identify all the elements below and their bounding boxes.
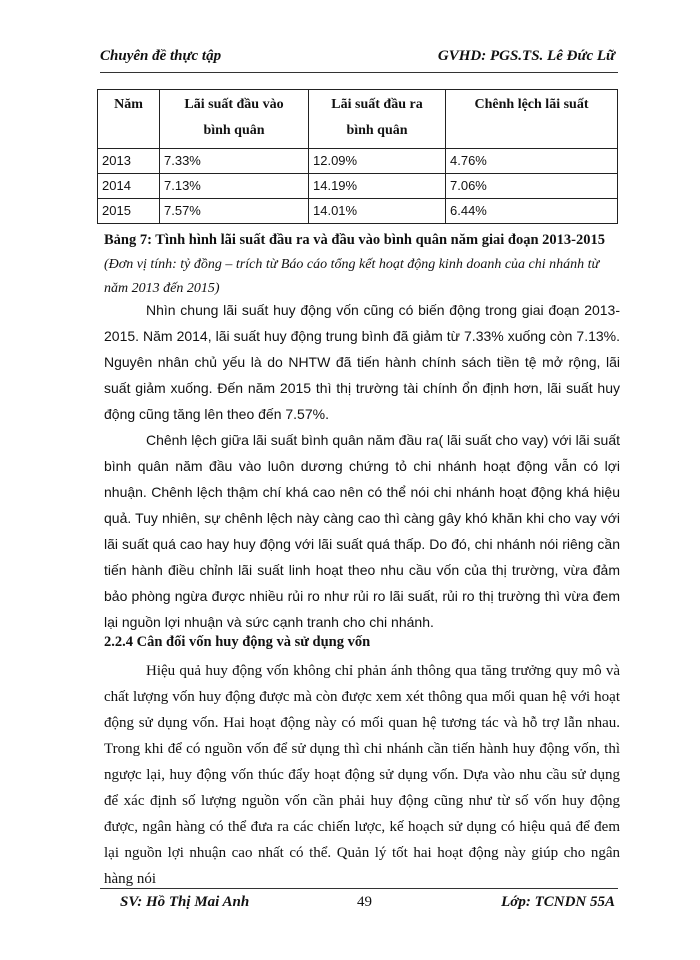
table-header-row [98,90,618,149]
col-header: Chênh lệch lãi suất [446,90,618,149]
cell: 7.33% [160,149,309,174]
table-caption: Bảng 7: Tình hình lãi suất đầu ra và đầu vào bình quân năm giai đoạn 2013-2015 [104,232,605,248]
cell: 2015 [98,199,160,224]
cell: 7.13% [160,174,309,199]
footer-student: SV: Hồ Thị Mai Anh [120,894,250,910]
header-right: GVHD: PGS.TS. Lê Đức Lữ [437,48,615,64]
paragraph-2: Chênh lệch giữa lãi suất bình quân năm đầu ra( lãi suất cho vay) với lãi suất bình quân năm đầu vào luôn dương chứng tỏ chi nhánh hoạt động vẫn có lợi nhuận. Chênh lệch thậm chí khá cao nên có thể nói chi nhánh hoạt động khá hiệu quả. Tuy nhiên, sự chênh lệch này càng cao thì càng gây khó khăn khi cho vay với lãi suất quá cao hay huy động với lãi suất quá thấp. Do đó, chi nhánh nói riêng cần tiến hành điều chỉnh lãi suất linh hoạt theo nhu cầu vốn của thị trường, vừa đảm bảo phòng ngừa được nhiều rủi ro như rủi ro lãi suất, rủi ro thị trường thì vừa đem lại nguồn lợi nhuận và sức cạnh tranh cho chi nhánh. [104,432,620,630]
cell: 6.44% [446,199,618,224]
paragraph-1: Nhìn chung lãi suất huy động vốn cũng có biến động trong giai đoạn 2013-2015. Năm 2014, lãi suất huy động trung bình đã giảm từ 7.33% xuống còn 7.13%. Nguyên nhân chủ yếu là do NHTW đã tiến hành chính sách tiền tệ mở rộng, lãi suất giảm xuống. Đến năm 2015 thì thị trường tài chính ổn định hơn, lãi suất huy động cũng tăng lên theo đến 7.57%. [104,302,620,422]
col-header: Lãi suất đầu vào bình quân [160,90,309,149]
footer-class: Lớp: TCNDN 55A [501,894,615,910]
cell: 14.19% [309,174,446,199]
col-header: Lãi suất đầu ra bình quân [309,90,446,149]
cell: 2014 [98,174,160,199]
cell: 2013 [98,149,160,174]
cell: 14.01% [309,199,446,224]
paragraph-3: Hiệu quả huy động vốn không chỉ phản ánh thông qua tăng trưởng quy mô và chất lượng vốn huy động được mà còn được xem xét thông qua mối quan hệ với hoạt động sử dụng vốn. Hai hoạt động này có mối quan hệ tương tác và hỗ trợ lẫn nhau. Trong khi để có nguồn vốn để sử dụng thì chi nhánh cần tiến hành huy động vốn, thì ngược lại, huy động vốn thúc đẩy hoạt động sử dụng vốn. Dựa vào nhu cầu sử dụng để xác định số lượng nguồn vốn cần phải huy động cũng như từ số vốn huy động được, ngân hàng có thể đưa ra các chiến lược, kế hoạch sử dụng có hiệu quả để đem lại nguồn lợi nhuận cao nhất có thể. Quản lý tốt hai hoạt động này giúp cho ngân hàng nói [104,663,620,887]
page-header [100,48,615,65]
header-divider [100,72,618,73]
page-number: 49 [357,894,372,910]
interest-rate-table [97,89,618,224]
col-header: Năm [98,90,160,149]
table-row [98,149,618,174]
cell: 7.57% [160,199,309,224]
cell: 4.76% [446,149,618,174]
unit-note: (Đơn vị tính: tỷ đồng – trích từ Báo cáo tổng kết hoạt động kinh doanh của chi nhánh từ năm 2013 đến 2015) [104,257,600,296]
cell: 12.09% [309,149,446,174]
table-row [98,174,618,199]
header-left: Chuyên đề thực tập [100,48,222,64]
table-row [98,199,618,224]
footer-divider [100,888,618,889]
section-heading: 2.2.4 Cân đối vốn huy động và sử dụng vốn [104,634,371,650]
cell: 7.06% [446,174,618,199]
